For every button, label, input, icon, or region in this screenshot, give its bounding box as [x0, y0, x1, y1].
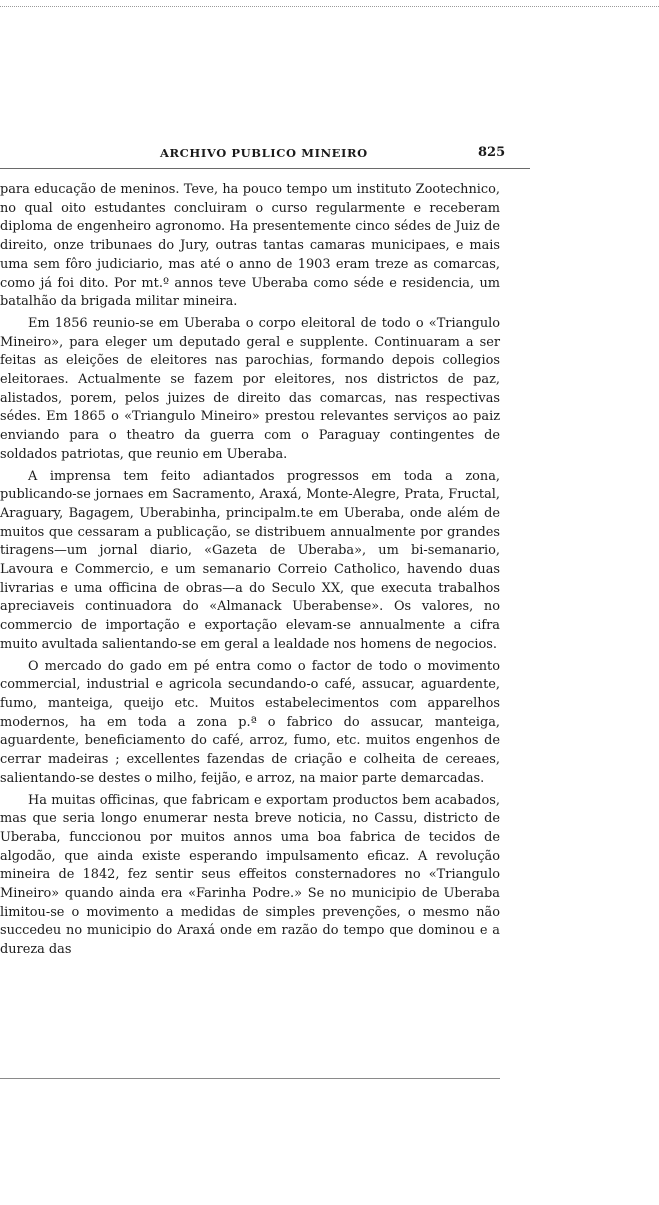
header-rule	[0, 168, 530, 169]
paragraph: Ha muitas officinas, que fabricam e exportam productos bem acabados, mas que seria longo enumerar nesta breve noticia, no Cassu, districto de Uberaba, funccionou por muitos annos uma boa fabrica de tecidos de algodão, que ainda existe esperando impulsamento eficaz. A revolução mineira de 1842, fez sentir seus effeitos consternadores no «Triangulo Mineiro» quando ainda era «Farinha Podre.» Se no municipio de Uberaba limitou-se o movimento a medidas de simples prevenções, o mesmo não succedeu no municipio do Araxá onde em razão do tempo que dominou e a dureza das	[0, 792, 500, 958]
paragraph: Em 1856 reunio-se em Uberaba o corpo eleitoral de todo o «Triangulo Mineiro», para eleger um deputado geral e supplente. Continuaram a ser feitas as eleições de eleitores nas parochias, formando depois collegios eleitoraes. Actualmente se fazem por eleitores, nos districtos de paz, alistados, porem, pelos juizes de direito das comarcas, nas respectivas sédes. Em 1865 o «Triangulo Mineiro» prestou relevantes serviços ao paiz enviando para o theatro da guerra com o Paraguay contingentes de soldados patriotas, que reunio em Uberaba.	[0, 315, 500, 462]
paragraph: para educação de meninos. Teve, ha pouco tempo um instituto Zootechnico, no qual oito estudantes concluiram o curso regularmente e receberam diploma de engenheiro agronomo. Ha presentemente cinco sédes de Juiz de direito, onze tribunaes do Jury, outras tantas camaras municipaes, e mais uma sem fôro judiciario, mas até o anno de 1903 eram treze as comarcas, como já foi dito. Por mt.º annos teve Uberaba como séde e residencia, um batalhão da brigada militar mineira.	[0, 182, 500, 310]
body-text	[0, 181, 500, 963]
paragraph: A imprensa tem feito adiantados progressos em toda a zona, publicando-se jornaes em Sacramento, Araxá, Monte-Alegre, Prata, Fructal, Araguary, Bagagem, Uberabinha, principalm.te em Uberaba, onde além de muitos que cessaram a publicação, se distribuem annualmente por grandes tiragens—um jornal diario, «Gazeta de Uberaba», um bi-semanario, Lavoura e Commercio, e um semanario Correio Catholico, havendo duas livrarias e uma officina de obras—a do Seculo XX, que executa trabalhos apreciaveis continuadora do «Almanack Uberabense». Os valores, no commercio de importação e exportação elevam-se annualmente a cifra muito avultada salientando-se em geral a lealdade nos homens de negocios.	[0, 468, 500, 652]
bottom-rule	[0, 1078, 500, 1079]
paragraph: O mercado do gado em pé entra como o factor de todo o movimento commercial, industrial e agricola secundando-o café, assucar, aguardente, fumo, manteiga, queijo etc. Muitos estabelecimentos com apparelhos modernos, ha em toda a zona p.ª o fabrico do assucar, manteiga, aguardente, beneficiamento do café, arroz, fumo, etc. muitos engenhos de cerrar madeiras ; excellentes fazendas de criação e colheita de cereaes, salientando-se destes o milho, feijão, e arroz, na maior parte demarcadas.	[0, 658, 500, 786]
page-number: 825	[478, 145, 506, 160]
top-scan-edge	[0, 6, 659, 7]
page-header	[0, 146, 659, 166]
running-title: ARCHIVO PUBLICO MINEIRO	[160, 146, 368, 160]
